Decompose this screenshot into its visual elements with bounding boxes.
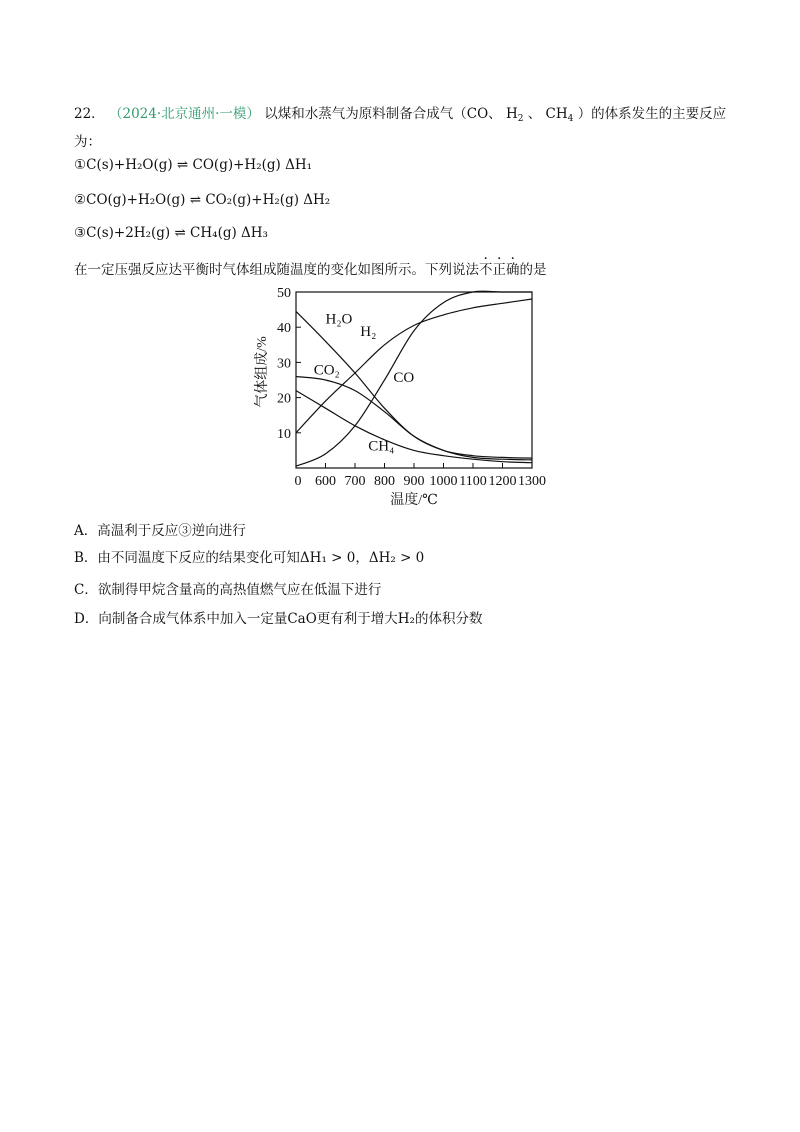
- stem-wrap: 为：: [74, 134, 101, 150]
- option-letter: A．: [74, 523, 98, 539]
- emphasis-char: 正: [492, 262, 506, 278]
- reaction-equation: C(s)+H₂O(g) ⇌ CO(g)+H₂(g) ΔH₁: [86, 157, 313, 173]
- x-tick-label: 1300: [518, 474, 546, 489]
- question-prompt: [74, 258, 547, 278]
- option-letter: D．: [74, 611, 99, 627]
- x-axis-label: 温度/℃: [390, 493, 438, 508]
- stem-h2: $H_2$: [505, 106, 524, 124]
- x-tick-label: 600: [315, 474, 336, 489]
- reaction-marker: ①: [74, 157, 87, 173]
- y-tick-label: 30: [277, 356, 291, 372]
- x-tick-label: 1000: [429, 474, 458, 489]
- y-tick-label: 10: [277, 426, 291, 442]
- emphasis-char: 确: [506, 262, 520, 278]
- option-math: H₂: [397, 611, 415, 627]
- option-letter: B．: [74, 550, 98, 566]
- option-c[interactable]: [74, 578, 381, 598]
- option-text: 欲制得甲烷含量高的高热值燃气应在低温下进行: [97, 582, 382, 598]
- emphasis-char: 不: [479, 262, 493, 278]
- option-math: ΔH₂ > 0: [368, 550, 425, 566]
- stem-text-1: 以煤和水蒸气为原料制备合成气（CO、: [264, 106, 502, 122]
- option-text: 高温利于反应③逆向进行: [97, 523, 246, 539]
- option-text: 向制备合成气体系中加入一定量CaO更有利于增大: [98, 611, 398, 627]
- x-tick-label: 800: [374, 474, 395, 489]
- option-separator: ，: [355, 550, 369, 566]
- y-tick-label: 50: [277, 286, 291, 301]
- y-axis-label: 气体组成/%: [255, 336, 270, 408]
- reaction-marker: ③: [74, 225, 87, 241]
- stem-separator: 、: [527, 106, 542, 122]
- option-math: ΔH₁ > 0: [299, 550, 356, 566]
- question-number: 22．: [74, 106, 105, 122]
- reaction-1: [74, 157, 312, 173]
- y-tick-label: 40: [277, 321, 291, 337]
- option-letter: C．: [74, 582, 98, 598]
- reaction-equation: C(s)+2H₂(g) ⇌ CH₄(g) ΔH₃: [86, 225, 268, 241]
- curve-co2: [296, 377, 532, 460]
- series-label-h2o: H₂O: [325, 311, 353, 328]
- question-stem: [74, 102, 726, 124]
- stem-text-2: ）的体系发生的主要反应: [577, 106, 727, 122]
- prompt-text-end: 的是: [519, 262, 547, 278]
- reaction-equation: CO(g)+H₂O(g) ⇌ CO₂(g)+H₂(g) ΔH₂: [86, 192, 331, 208]
- x-tick-label: 900: [403, 474, 425, 489]
- series-label-ch4: CH₄: [368, 438, 395, 455]
- stem-ch4: $CH_4$: [545, 106, 574, 124]
- x-tick-label: 1100: [459, 474, 487, 489]
- reaction-3: [74, 225, 268, 241]
- option-text: 由不同温度下反应的结果变化可知: [97, 550, 300, 566]
- reaction-2: [74, 192, 330, 208]
- x-tick-label: 1200: [488, 474, 517, 489]
- x-tick-label: 700: [344, 474, 366, 489]
- series-label-co2: CO₂: [313, 362, 340, 379]
- y-tick-label: 20: [277, 391, 291, 407]
- gas-composition-chart: [240, 280, 560, 510]
- series-label-co: CO: [393, 369, 415, 386]
- x-tick-label: 0: [294, 474, 302, 489]
- curve-ch4: [296, 391, 532, 463]
- question-source: （2024·北京通州·一模）: [108, 106, 260, 122]
- option-b[interactable]: [74, 546, 424, 566]
- option-text-end: 的体积分数: [414, 611, 483, 627]
- series-label-h2: H₂: [360, 324, 377, 340]
- reaction-marker: ②: [74, 192, 87, 208]
- option-d[interactable]: [74, 607, 482, 627]
- option-a[interactable]: [74, 519, 246, 539]
- prompt-text: 在一定压强反应达平衡时气体组成随温度的变化如图所示。下列说法: [74, 262, 479, 278]
